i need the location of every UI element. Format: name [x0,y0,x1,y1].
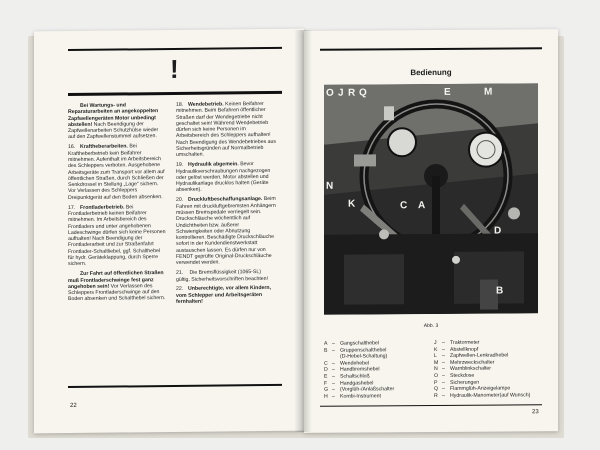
legend-key: J [434,339,437,346]
item-text: Beim Fahren mit druckluftgebremsten Anhängern müssen Bremspedale verriegelt sein. Druckschläuche wöchentlich auf Undichtheiten bzw. äußerer Schwierigkeiten oder Abnutzung kontrollieren. Beschädigte Druckschläuche sofort in der Kundendienstwerkstatt austauschen lassen. Es dürfen nur von FENDT geprüfte Original-Druckschläuche verwendet werden. [176,196,276,267]
photo-label-d: D [494,225,502,237]
legend-text: Gangschalthebel [340,340,379,347]
legend-key: N [434,366,438,373]
bottom-rule [320,404,542,407]
legend-dash: – [332,340,335,347]
legend-left [324,340,394,400]
photo-label-j: J [338,87,344,99]
legend-key: M [434,359,439,366]
photo-label-e: E [444,86,451,98]
item-text: Bei Kraftheberbetrieb kein Beifahrer mitnehmen. Aufenthalt im Arbeitsbereich des Schleppers verboten. Ausgehobene Arbeitsgeräte zum Transport vor allem auf öffentlichen Straßen, durch Schließen der Senkdrossel in Stellung „Lage“ sichern. Vor Verlassen des Schleppers Dreipunktgerät auf den Boden absenken. [68,143,165,201]
photo-label-r: R [348,87,356,99]
item-heading: Zur Fahrt auf öffentlichen Straßen muß Frontladerschwinge fest ganz angehoben sein! [68,270,164,290]
item-text: Bevor Hydraulikverschraubungen nachgezogen oder gelöst werden, Motor abstellen und Hydraulikanlage drucklos halten (Geräte absenken). [176,161,271,194]
item-number: 19. [176,162,184,169]
page-title: Bedienung [410,67,452,78]
photo-label-o: O [326,87,334,99]
legend-dash: – [442,379,445,386]
legend-text: Mehrzweckschalter [450,359,495,366]
safety-item [68,204,166,268]
legend-key: A [324,340,328,347]
legend-key: E [324,373,328,380]
figure-caption: Abb. 3 [423,322,439,330]
legend-dash: – [442,346,445,353]
legend-key: O [434,372,439,379]
legend-text: Zapfwellen-Lenkradhebel [450,352,509,360]
left-column [68,102,166,306]
safety-item [68,102,166,141]
legend-key: K [434,346,438,353]
legend-key: P [434,379,438,386]
photo-label-c: C [400,200,408,212]
legend-dash: – [442,339,445,346]
legend-dash: – [332,380,335,387]
legend-dash: – [332,386,335,393]
legend-dash: – [442,386,445,393]
legend-text: Wendehebel [340,360,370,367]
item-heading: Unberechtigte, vor allem Kindern, vom Schlepper und Arbeitsgeräten fernhalten! [176,285,272,305]
legend-text: Flammglüh-Anzeigelampe [450,385,511,393]
legend-text: Traktormeter [450,339,480,346]
legend-key: B [324,347,328,354]
item-text: Nach Beendigung der Zapfwellenarbeiten Schutzhülse wieder auf den Zapfwellenstummel aufsetzen. [68,121,159,141]
legend-text: Kombi-Instrument [340,393,381,400]
photo-label-q: Q [359,87,367,99]
legend-dash: – [332,347,335,354]
legend-key: D [324,367,328,374]
legend-dash: – [442,372,445,379]
legend-text: Handgashebel [340,379,374,387]
tractor-cab-photo [324,83,538,314]
item-heading: Bei Wartungs- und Reparaturarbeiten an angekoppelten Zapfwellengeräten Motor unbedingt abstellen! [68,102,159,128]
legend-text: Sicherungen [450,379,480,386]
safety-item [176,196,276,266]
safety-item [176,101,276,159]
item-text: Bei Frontladerbetrieb keinen Beifahrer mitnehmen. Im Arbeitsbereich des Frontladers und unter angehobenen Ladeschwinge dürfen sich keine Personen aufhalten! Nach Beendigung der Frontladerarbeit und zur Straßenfahrt Frontlader-Schaltliebel, ggf. Schalthebel für hydr. Geräteklappung, durch Sperre sichern. [68,204,166,268]
photo-label-m: M [484,86,493,98]
item-number: 16. [68,144,76,151]
item-heading: Druckluftbeschaffungsanlage. [188,196,263,204]
item-number: 21. [176,270,184,277]
item-text: Keinen Beifahrer mitnehmen. Beim Befahren öffentlicher Straßen darf der Wendegetriebe nicht geschaltet sein! Während Wendebetrieb dürfen sich keine Personen im Arbeitsbereich des Schleppers aufhalten! Nach Beendigung des Wendebetriebes aus Sicherheitsgründen auf Normalbetrieb umschalten. [176,101,276,159]
legend-text: Steckdose [450,372,475,379]
legend-right [434,339,530,399]
item-heading: Wendebetrieb. [188,101,224,108]
legend-row [434,392,530,399]
page-number-left: 22 [70,402,77,410]
legend-text: Hydraulik-Manometer(auf Wunsch) [450,392,531,399]
photo-label-a: A [418,200,426,212]
legend-text: Gruppenschalthebel [340,346,387,354]
item-number: 20. [176,197,184,204]
legend-text: Schaltschloß [340,373,370,380]
legend-dash: – [332,367,335,374]
legend-dash: – [332,393,335,400]
legend-key: C [324,360,328,367]
legend-dash: – [442,359,445,366]
warning-exclamation: ! [170,53,179,84]
item-heading: Hydraulik abgemein. [188,161,239,169]
legend-dash: – [442,366,445,373]
legend-text: (Vorglüh-/Anlaßschalter [340,386,395,393]
legend-dash: – [332,360,335,367]
right-page [304,29,558,433]
legend-dash: – [442,353,445,360]
bottom-rule [68,384,282,388]
top-rule [320,47,542,51]
legend-text: Handbremshebel [340,366,380,374]
legend-text: (D-Hebel-Schaltung) [340,353,388,360]
photo-label-n: N [326,180,334,192]
item-number: 17. [68,204,76,211]
legend-key: L [434,353,437,360]
safety-item [176,285,276,305]
page-number-right: 23 [532,409,539,416]
section-rule [68,91,282,96]
legend-text: Abstellknopf [450,346,479,353]
safety-item [68,143,166,201]
item-heading: Kraftheberarbeiten. [80,143,128,151]
right-column [176,101,276,309]
open-manual [10,30,594,432]
legend-key: G [324,386,329,393]
legend-key: F [324,380,328,387]
photo-label-b: B [496,285,504,297]
item-number: 18. [176,101,184,108]
item-text: Vor Verlassen des Schleppers Frontladerschwinge auf den Boden absenken und Schalthebel sichern. [68,282,166,303]
legend-row [324,393,394,400]
legend-dash: – [442,392,445,399]
item-number: 22. [176,286,184,293]
item-text: Die Bremsflüssigkeit (1065-SL) gültig, Sicherheitsvorschriften beachten! [176,269,268,283]
safety-item [176,161,276,194]
safety-item [68,270,166,303]
legend-text: Warnblinkschalter [450,365,492,373]
top-rule [68,47,282,51]
safety-item [176,269,276,283]
legend-key: R [434,392,438,399]
left-page [34,29,304,434]
legend-key: Q [434,386,439,393]
photo-label-k: K [348,198,356,210]
legend-dash: – [332,373,335,380]
item-heading: Frontladerbetrieb. [80,204,125,211]
legend-key: H [324,393,328,400]
